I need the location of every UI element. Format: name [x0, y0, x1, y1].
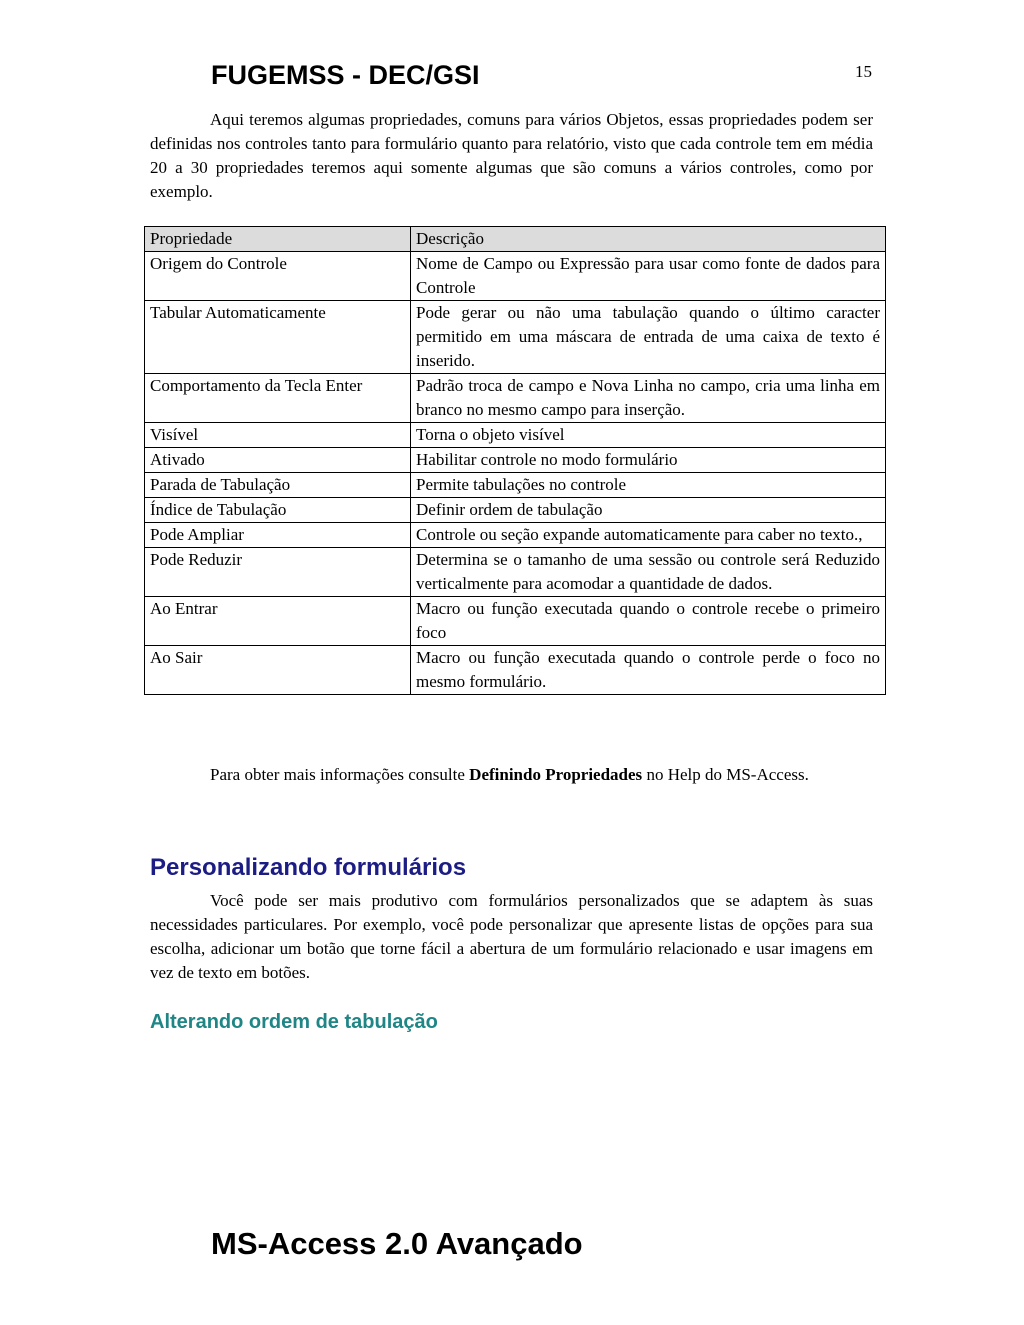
document-header-title: FUGEMSS - DEC/GSI [211, 60, 480, 90]
subsection-title: Alterando ordem de tabulação [150, 1011, 438, 1033]
header-description: Descrição [411, 227, 886, 252]
table-row [145, 301, 886, 374]
property-cell: Ativado [145, 448, 411, 473]
description-cell: Nome de Campo ou Expressão para usar como fonte de dados para Controle [411, 252, 886, 301]
more-info-after: no Help do MS-Access. [642, 765, 809, 784]
description-cell: Definir ordem de tabulação [411, 498, 886, 523]
description-cell: Padrão troca de campo e Nova Linha no campo, cria uma linha em branco no mesmo campo para inserção. [411, 374, 886, 423]
property-cell: Ao Sair [145, 646, 411, 695]
property-cell: Origem do Controle [145, 252, 411, 301]
intro-text: Aqui teremos algumas propriedades, comuns para vários Objetos, essas propriedades podem ser definidas nos controles tanto para formulário quanto para relatório, visto que cada controle tem em média 20 a 30 propriedades teremos aqui somente algumas que são comuns a vários controles, como por exemplo. [150, 110, 873, 201]
property-cell: Pode Ampliar [145, 523, 411, 548]
description-cell: Torna o objeto visível [411, 423, 886, 448]
description-cell: Macro ou função executada quando o controle recebe o primeiro foco [411, 597, 886, 646]
table-row [145, 646, 886, 695]
table-row [145, 548, 886, 597]
more-info-paragraph [150, 763, 873, 787]
description-cell: Determina se o tamanho de uma sessão ou controle será Reduzido verticalmente para acomodar a quantidade de dados. [411, 548, 886, 597]
property-cell: Índice de Tabulação [145, 498, 411, 523]
table-row [145, 448, 886, 473]
table-row [145, 597, 886, 646]
table-row [145, 523, 886, 548]
description-cell: Pode gerar ou não uma tabulação quando o último caracter permitido em uma máscara de entrada de uma caixa de texto é inserido. [411, 301, 886, 374]
description-cell: Macro ou função executada quando o controle perde o foco no mesmo formulário. [411, 646, 886, 695]
table-body [145, 252, 886, 695]
page-number: 15 [855, 62, 872, 81]
table-row [145, 374, 886, 423]
section-title: Personalizando formulários [150, 854, 467, 881]
property-cell: Tabular Automaticamente [145, 301, 411, 374]
property-cell: Ao Entrar [145, 597, 411, 646]
intro-paragraph [150, 108, 873, 204]
more-info-before: Para obter mais informações consulte [210, 765, 470, 784]
description-cell: Habilitar controle no modo formulário [411, 448, 886, 473]
table-row [145, 498, 886, 523]
property-cell: Comportamento da Tecla Enter [145, 374, 411, 423]
table-header-row [145, 227, 886, 252]
table-row [145, 473, 886, 498]
property-cell: Pode Reduzir [145, 548, 411, 597]
document-footer-title: MS-Access 2.0 Avançado [211, 1226, 583, 1261]
property-cell: Parada de Tabulação [145, 473, 411, 498]
description-cell: Controle ou seção expande automaticamente para caber no texto., [411, 523, 886, 548]
description-cell: Permite tabulações no controle [411, 473, 886, 498]
property-cell: Visível [145, 423, 411, 448]
table-row [145, 252, 886, 301]
header-property: Propriedade [145, 227, 411, 252]
table-row [145, 423, 886, 448]
properties-table [144, 226, 886, 695]
section-body: Você pode ser mais produtivo com formulários personalizados que se adaptem às suas necessidades particulares. Por exemplo, você pode personalizar que apresente listas de opções para sua escolha, adicionar um botão que torne fácil a abertura de um formulário relacionado e usar imagens em vez de texto em botões. [150, 891, 873, 982]
section-paragraph [150, 889, 873, 985]
more-info-bold: Definindo Propriedades [469, 765, 643, 784]
